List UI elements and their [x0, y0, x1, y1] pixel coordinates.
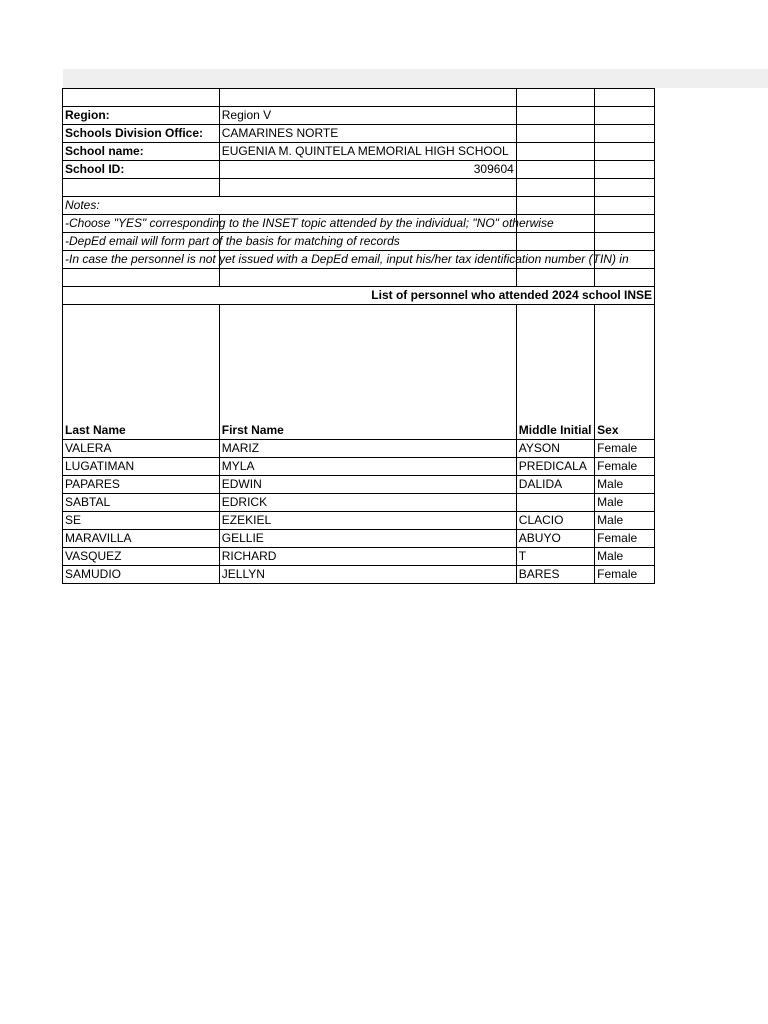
cell[interactable]: [516, 233, 594, 251]
middle-initial-cell[interactable]: PREDICALA: [516, 458, 594, 476]
list-title[interactable]: List of personnel who attended 2024 school INSE: [63, 287, 655, 305]
notes-heading-row: [63, 197, 655, 215]
cell[interactable]: [595, 125, 655, 143]
header-first-name-label: First Name: [221, 423, 284, 437]
cell[interactable]: [516, 197, 594, 215]
cell[interactable]: [63, 269, 220, 287]
sex-cell[interactable]: Male: [595, 494, 655, 512]
notes-line-text: -Choose "YES" corresponding to the INSET topic attended by the individual; "NO" otherwise: [65, 216, 554, 230]
sex-cell[interactable]: Male: [595, 548, 655, 566]
last-name-cell[interactable]: PAPARES: [63, 476, 220, 494]
list-title-row: [63, 287, 655, 305]
cell[interactable]: [219, 179, 516, 197]
school-name-value[interactable]: EUGENIA M. QUINTELA MEMORIAL HIGH SCHOOL: [219, 143, 516, 161]
table-row: [63, 512, 655, 530]
middle-initial-cell[interactable]: [516, 494, 594, 512]
sheet-top-strip: [63, 69, 768, 88]
sex-cell[interactable]: Male: [595, 512, 655, 530]
school-id-row: [63, 161, 655, 179]
middle-initial-cell[interactable]: AYSON: [516, 440, 594, 458]
notes-line[interactable]: [63, 251, 629, 269]
last-name-cell[interactable]: MARAVILLA: [63, 530, 220, 548]
sex-cell[interactable]: Female: [595, 458, 655, 476]
cell[interactable]: [219, 269, 516, 287]
sex-cell[interactable]: Female: [595, 566, 655, 584]
cell[interactable]: [595, 143, 655, 161]
notes-line-text: -In case the personnel is not yet issued with a DepEd email, input his/her tax identification number (TIN) in: [65, 252, 629, 266]
school-id-label[interactable]: School ID:: [63, 161, 220, 179]
cell[interactable]: [595, 197, 655, 215]
cell[interactable]: [516, 125, 594, 143]
division-label[interactable]: Schools Division Office:: [63, 125, 220, 143]
header-middle-initial[interactable]: [516, 305, 594, 440]
school-name-row: [63, 143, 655, 161]
table-row: [63, 476, 655, 494]
last-name-cell[interactable]: SE: [63, 512, 220, 530]
spreadsheet: [62, 88, 655, 584]
cell[interactable]: [516, 107, 594, 125]
middle-initial-cell[interactable]: CLACIO: [516, 512, 594, 530]
cell[interactable]: [595, 107, 655, 125]
sex-cell[interactable]: Female: [595, 440, 655, 458]
table-row: [63, 548, 655, 566]
first-name-cell[interactable]: EDRICK: [219, 494, 516, 512]
region-row: [63, 107, 655, 125]
cell[interactable]: [63, 179, 220, 197]
cell[interactable]: [595, 233, 655, 251]
header-first-name[interactable]: [219, 305, 516, 440]
sex-cell[interactable]: Female: [595, 530, 655, 548]
header-last-name[interactable]: [63, 305, 220, 440]
blank-row: [63, 89, 655, 107]
notes-line-text: -DepEd email will form part of the basis for matching of records: [65, 234, 400, 248]
middle-initial-cell[interactable]: DALIDA: [516, 476, 594, 494]
blank-row: [63, 179, 655, 197]
cell[interactable]: [219, 197, 516, 215]
middle-initial-cell[interactable]: BARES: [516, 566, 594, 584]
first-name-cell[interactable]: MARIZ: [219, 440, 516, 458]
last-name-cell[interactable]: SABTAL: [63, 494, 220, 512]
table-row: [63, 494, 655, 512]
cell[interactable]: [595, 161, 655, 179]
table-header-row: [63, 305, 655, 440]
cell[interactable]: [63, 89, 220, 107]
header-last-name-label: Last Name: [65, 423, 126, 437]
header-sex[interactable]: [595, 305, 655, 440]
personnel-rows: [63, 440, 655, 584]
notes-line-row: [63, 215, 655, 233]
region-value[interactable]: Region V: [219, 107, 516, 125]
region-label[interactable]: Region:: [63, 107, 220, 125]
header-middle-initial-label: Middle Initial: [518, 423, 592, 437]
cell[interactable]: [516, 161, 594, 179]
school-id-value[interactable]: 309604: [219, 161, 516, 179]
school-name-label[interactable]: School name:: [63, 143, 220, 161]
cell[interactable]: [516, 269, 594, 287]
first-name-cell[interactable]: RICHARD: [219, 548, 516, 566]
first-name-cell[interactable]: MYLA: [219, 458, 516, 476]
last-name-cell[interactable]: VASQUEZ: [63, 548, 220, 566]
notes-line-row: [63, 251, 655, 269]
last-name-cell[interactable]: VALERA: [63, 440, 220, 458]
cell[interactable]: [595, 269, 655, 287]
table-row: [63, 530, 655, 548]
cell[interactable]: [516, 143, 594, 161]
notes-line-row: [63, 233, 655, 251]
last-name-cell[interactable]: SAMUDIO: [63, 566, 220, 584]
first-name-cell[interactable]: EZEKIEL: [219, 512, 516, 530]
first-name-cell[interactable]: GELLIE: [219, 530, 516, 548]
table-row: [63, 440, 655, 458]
cell[interactable]: [595, 215, 655, 233]
notes-line[interactable]: [63, 215, 554, 233]
cell[interactable]: [595, 179, 655, 197]
cell[interactable]: [219, 89, 516, 107]
cell[interactable]: [516, 179, 594, 197]
sex-cell[interactable]: Male: [595, 476, 655, 494]
last-name-cell[interactable]: LUGATIMAN: [63, 458, 220, 476]
first-name-cell[interactable]: JELLYN: [219, 566, 516, 584]
division-row: [63, 125, 655, 143]
table-row: [63, 566, 655, 584]
first-name-cell[interactable]: EDWIN: [219, 476, 516, 494]
middle-initial-cell[interactable]: T: [516, 548, 594, 566]
spreadsheet-grid: [62, 88, 655, 584]
division-value[interactable]: CAMARINES NORTE: [219, 125, 516, 143]
cell[interactable]: [516, 89, 594, 107]
cell[interactable]: [595, 89, 655, 107]
header-sex-label: Sex: [597, 423, 619, 437]
blank-row: [63, 269, 655, 287]
notes-heading[interactable]: Notes:: [63, 197, 220, 215]
table-row: [63, 458, 655, 476]
notes-line[interactable]: [63, 233, 400, 251]
middle-initial-cell[interactable]: ABUYO: [516, 530, 594, 548]
